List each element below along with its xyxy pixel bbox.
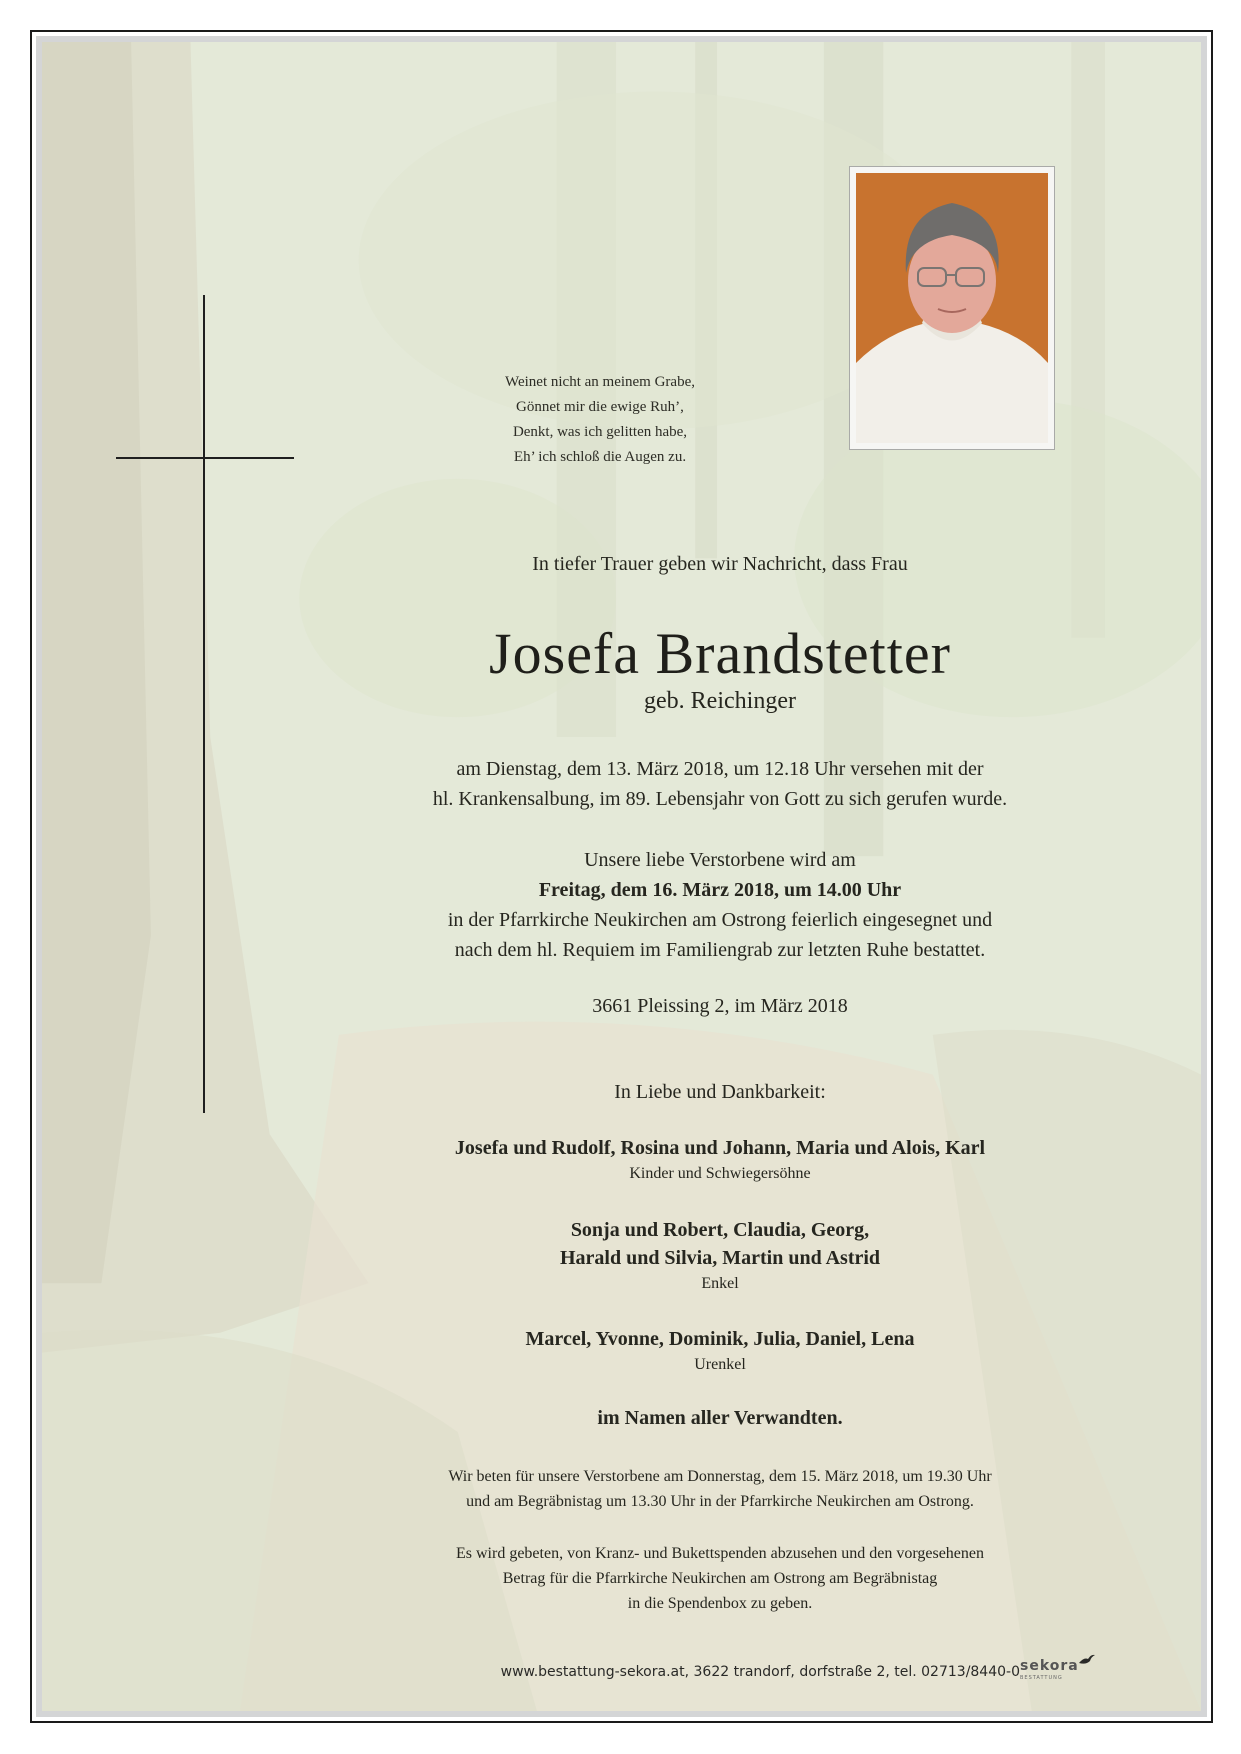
logo-text: sekora xyxy=(1020,1658,1079,1674)
poem-line: Eh’ ich schloß die Augen zu. xyxy=(513,449,687,465)
maiden-name: geb. Reichinger xyxy=(644,688,796,714)
funeral-notice xyxy=(300,845,1140,965)
prayer-line: Wir beten für unsere Verstorbene am Donnerstag, dem 15. März 2018, um 19.30 Uhr xyxy=(448,1468,992,1485)
grandchildren-names: Sonja und Robert, Claudia, Georg, xyxy=(570,1219,870,1241)
death-line: am Dienstag, dem 13. März 2018, um 12.18 Uhr versehen mit der xyxy=(456,758,984,780)
children-names: Josefa und Rudolf, Rosina und Johann, Maria und Alois, Karl xyxy=(454,1137,986,1159)
poem-line: Gönnet mir die ewige Ruh’, xyxy=(516,399,684,415)
death-line: hl. Krankensalbung, im 89. Lebensjahr von Gott zu sich gerufen wurde. xyxy=(432,788,1008,810)
place-date: 3661 Pleissing 2, im März 2018 xyxy=(592,995,848,1017)
prayer-line: und am Begräbnistag um 13.30 Uhr in der Pfarrkirche Neukirchen am Ostrong. xyxy=(466,1493,974,1510)
donation-line: Betrag für die Pfarrkirche Neukirchen am Ostrong am Begräbnistag xyxy=(502,1570,938,1587)
poem-line: Denkt, was ich gelitten habe, xyxy=(512,424,688,440)
funeral-line: in der Pfarrkirche Neukirchen am Ostrong feierlich eingesegnet und xyxy=(447,909,993,931)
great-grandchildren-relation: Urenkel xyxy=(694,1356,746,1373)
funeral-line: nach dem hl. Requiem im Familiengrab zur letzten Ruhe bestattet. xyxy=(454,939,986,961)
cross-horizontal-bar xyxy=(116,457,294,459)
funeral-home-logo xyxy=(1020,1655,1090,1687)
grandchildren-group xyxy=(300,1216,1140,1296)
great-grandchildren-group xyxy=(300,1325,1140,1377)
portrait-photo xyxy=(856,173,1048,443)
funeral-line: Unsere liebe Verstorbene wird am xyxy=(584,849,856,871)
funeral-home-contact: www.bestattung-sekora.at, 3622 trandorf, dorfstraße 2, tel. 02713/8440-0 xyxy=(500,1664,1020,1680)
logo-subtext: BESTATTUNG xyxy=(1020,1675,1063,1681)
poem xyxy=(430,370,770,470)
donation-line: Es wird gebeten, von Kranz- und Bukettspenden abzusehen und den vorgesehenen xyxy=(456,1545,984,1562)
mourners-heading: In Liebe und Dankbarkeit: xyxy=(614,1081,826,1103)
all-relatives: im Namen aller Verwandten. xyxy=(597,1407,843,1429)
prayer-notice xyxy=(300,1464,1140,1514)
intro-text: In tiefer Trauer geben wir Nachricht, dass Frau xyxy=(532,553,908,575)
portrait-frame xyxy=(849,166,1055,450)
grandchildren-names: Harald und Silvia, Martin und Astrid xyxy=(559,1247,881,1269)
funeral-date: Freitag, dem 16. März 2018, um 14.00 Uhr xyxy=(538,879,902,901)
children-relation: Kinder und Schwiegersöhne xyxy=(629,1165,811,1182)
great-grandchildren-names: Marcel, Yvonne, Dominik, Julia, Daniel, Lena xyxy=(525,1328,915,1350)
death-notice xyxy=(300,754,1140,814)
cross-vertical-bar xyxy=(203,295,205,1113)
donation-notice xyxy=(300,1541,1140,1616)
donation-line: in die Spendenbox zu geben. xyxy=(627,1595,813,1612)
poem-line: Weinet nicht an meinem Grabe, xyxy=(505,374,695,390)
deceased-name: Josefa Brandstetter xyxy=(489,621,951,686)
grandchildren-relation: Enkel xyxy=(701,1275,739,1292)
bird-icon xyxy=(1078,1653,1096,1667)
children-group xyxy=(300,1134,1140,1186)
